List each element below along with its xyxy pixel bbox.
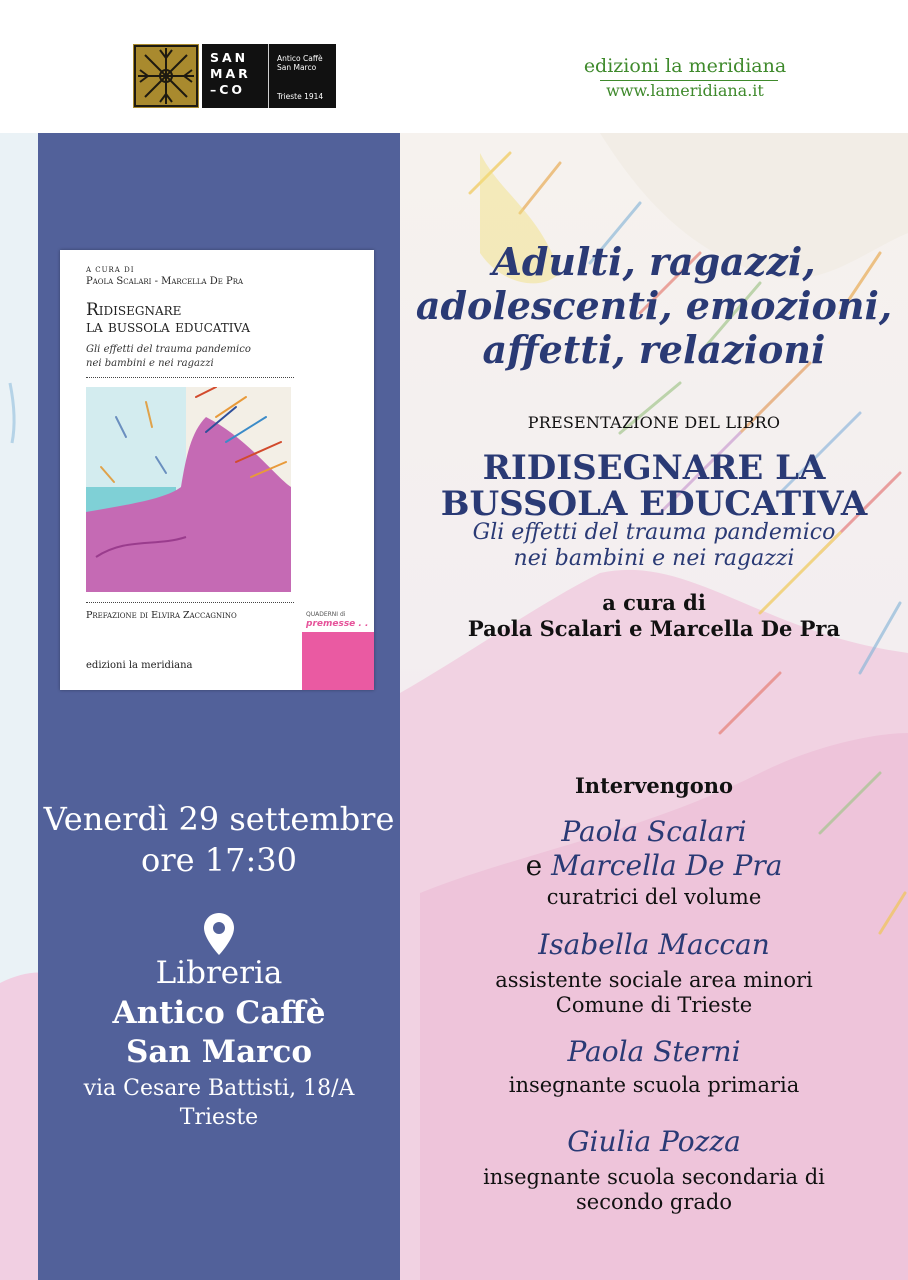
logo-caption-line1: Antico Caffè xyxy=(277,54,323,63)
book-divider-top xyxy=(86,377,294,378)
book-title-line2: la bussola educativa xyxy=(86,317,251,337)
book-divider-bottom xyxy=(86,602,294,603)
speaker-role: assistente sociale area minori xyxy=(495,968,813,992)
speaker-role: insegnante scuola primaria xyxy=(508,1073,800,1097)
publisher-name: edizioni la meridiana xyxy=(583,55,787,77)
venue-line1: Libreria xyxy=(155,955,283,991)
venue-line3: San Marco xyxy=(125,1034,313,1070)
book-preface: Prefazione di Elvira Zaccagnino xyxy=(86,610,237,621)
logo-since: Trieste 1914 xyxy=(277,92,324,101)
book-cover-artwork xyxy=(86,387,291,592)
location-pin-icon xyxy=(202,912,236,960)
speaker-role: curatrici del volume xyxy=(546,885,762,909)
speaker-conjunction: e xyxy=(525,849,543,882)
venue-city: Trieste xyxy=(179,1105,259,1130)
wordmark-line: –CO xyxy=(210,82,246,97)
book-series-name: premesse . . xyxy=(306,619,369,629)
logo-divider xyxy=(268,44,269,108)
book-title-line1: Ridisegnare xyxy=(86,300,182,320)
speaker-role: insegnante scuola secondaria di xyxy=(483,1165,825,1189)
book-cover xyxy=(60,250,374,690)
venue-address: via Cesare Battisti, 18/A xyxy=(83,1076,355,1101)
speaker-name: Marcella De Pra xyxy=(551,849,783,882)
book-publisher: edizioni la meridiana xyxy=(86,660,193,671)
speakers-label: Intervengono xyxy=(574,773,733,798)
book-subtitle-line1: Gli effetti del trauma pandemico xyxy=(86,344,251,355)
book-subtitle xyxy=(86,343,366,371)
book-title-main-line2: BUSSOLA EDUCATIVA xyxy=(440,484,868,524)
book-series-small: QUADERNI di xyxy=(306,611,346,618)
headline-line3: affetti, relazioni xyxy=(482,327,826,372)
curators: Paola Scalari e Marcella De Pra xyxy=(467,616,841,641)
book-title xyxy=(86,302,366,336)
speaker-name: Isabella Maccan xyxy=(538,928,770,961)
venue-line2: Antico Caffè xyxy=(112,995,326,1031)
book-series-color-block xyxy=(302,632,374,690)
book-curated-by: A CURA DI xyxy=(86,266,135,274)
speaker-role: Comune di Trieste xyxy=(555,993,753,1017)
speaker-name-line xyxy=(400,849,908,882)
book-authors: Paola Scalari - Marcella De Pra xyxy=(86,276,244,287)
logo-caption-line2: San Marco xyxy=(277,63,317,72)
logo-wordmark xyxy=(210,50,262,98)
headline-line1: Adulti, ragazzi, xyxy=(492,239,816,284)
curated-by-label: a cura di xyxy=(602,590,706,615)
book-series xyxy=(302,610,374,632)
event-time: ore 17:30 xyxy=(141,841,297,879)
speaker-role: secondo grado xyxy=(576,1190,732,1214)
san-marco-emblem-icon xyxy=(133,44,199,108)
header xyxy=(0,0,908,133)
san-marco-logo xyxy=(202,44,336,108)
wordmark-line: MAR xyxy=(210,66,251,81)
headline-line2: adolescenti, emozioni, xyxy=(415,283,893,328)
speaker-name: Paola Scalari xyxy=(561,815,747,848)
book-title-main-line1: RIDISEGNARE LA xyxy=(482,448,826,488)
speaker-name: Giulia Pozza xyxy=(567,1125,741,1158)
event-date: Venerdì 29 settembre xyxy=(43,800,395,838)
book-subtitle-main-line2: nei bambini e nei ragazzi xyxy=(513,546,795,571)
logo-caption xyxy=(277,54,323,72)
publisher-url[interactable]: www.lameridiana.it xyxy=(606,81,764,100)
presentation-label: PRESENTAZIONE DEL LIBRO xyxy=(527,413,781,432)
wordmark-line: SAN xyxy=(210,50,249,65)
speaker-name: Paola Sterni xyxy=(567,1035,741,1068)
book-subtitle-main-line1: Gli effetti del trauma pandemico xyxy=(472,520,836,545)
book-subtitle-line2: nei bambini e nei ragazzi xyxy=(86,358,214,369)
